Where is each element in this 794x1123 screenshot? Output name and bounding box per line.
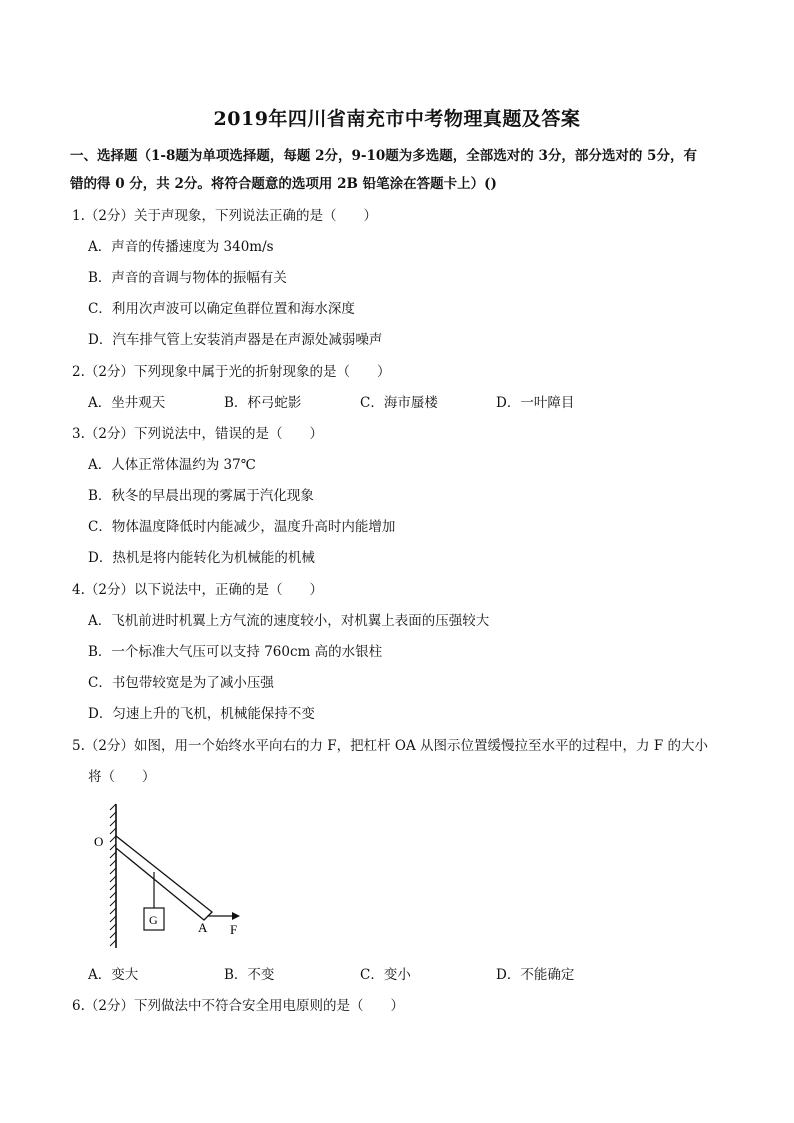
force-arrow-head: [232, 912, 240, 920]
lever-diagram: [86, 800, 256, 950]
page-title: 2019年四川省南充市中考物理真题及答案: [213, 108, 581, 130]
wall-hatching: [110, 804, 116, 946]
question-1-stem: 1.（2分）关于声现象，下列说法正确的是（ ）: [72, 208, 377, 224]
question-1-option-c: C．利用次声波可以确定鱼群位置和海水深度: [88, 301, 355, 317]
question-1-option-d: D．汽车排气管上安装消声器是在声源处减弱噪声: [88, 332, 383, 348]
question-2-option-d: D．一叶障目: [496, 395, 575, 411]
question-2-option-c: C．海市蜃楼: [360, 395, 438, 411]
label-a: A: [198, 920, 208, 935]
question-3-option-b: B．秋冬的早晨出现的雾属于汽化现象: [88, 488, 314, 504]
question-5-option-d: D．不能确定: [496, 967, 575, 983]
section-heading-line2: 错的得 0 分，共 2分。将符合题意的选项用 2B 铅笔涂在答题卡上）(): [70, 176, 497, 192]
question-4-option-a: A．飞机前进时机翼上方气流的速度较小，对机翼上表面的压强较大: [88, 613, 490, 629]
question-2-options: [88, 393, 648, 413]
question-3-option-c: C．物体温度降低时内能减少，温度升高时内能增加: [88, 519, 396, 535]
label-o: O: [94, 834, 104, 849]
question-4-option-d: D．匀速上升的飞机，机械能保持不变: [88, 706, 315, 722]
question-4-option-b: B．一个标准大气压可以支持 760cm 高的水银柱: [88, 644, 383, 660]
question-5-stem-line2: 将（ ）: [88, 769, 156, 785]
label-f: F: [230, 922, 238, 937]
question-3-stem: 3.（2分）下列说法中，错误的是（ ）: [72, 426, 323, 442]
question-5-stem-line1: 5.（2分）如图，用一个始终水平向右的力 F，把杠杆 OA 从图示位置缓慢拉至水平的过程中，力 F 的大小: [72, 738, 708, 754]
question-1-option-a: A．声音的传播速度为 340m/s: [88, 239, 274, 255]
question-5-option-a: A．变大: [88, 967, 139, 983]
question-3-option-d: D．热机是将内能转化为机械能的机械: [88, 550, 315, 566]
question-4-stem: 4.（2分）以下说法中，正确的是（ ）: [72, 582, 323, 598]
question-5-option-b: B．不变: [224, 967, 275, 983]
label-g: G: [149, 913, 158, 927]
question-2-option-b: B．杯弓蛇影: [224, 395, 302, 411]
question-5-option-c: C．变小: [360, 967, 411, 983]
question-4-option-c: C．书包带较宽是为了减小压强: [88, 675, 274, 691]
question-2-option-a: A．坐井观天: [88, 395, 166, 411]
question-6-stem: 6.（2分）下列做法中不符合安全用电原则的是（ ）: [72, 998, 404, 1014]
question-3-option-a: A．人体正常体温约为 37℃: [88, 457, 256, 473]
section-heading-line1: 一、选择题（1-8题为单项选择题，每题 2分，9-10题为多选题，全部选对的 3分，部分选对的 5分，有: [70, 148, 697, 164]
question-5-options: [88, 965, 648, 985]
question-2-stem: 2.（2分）下列现象中属于光的折射现象的是（ ）: [72, 364, 391, 380]
question-1-option-b: B．声音的音调与物体的振幅有关: [88, 270, 287, 286]
